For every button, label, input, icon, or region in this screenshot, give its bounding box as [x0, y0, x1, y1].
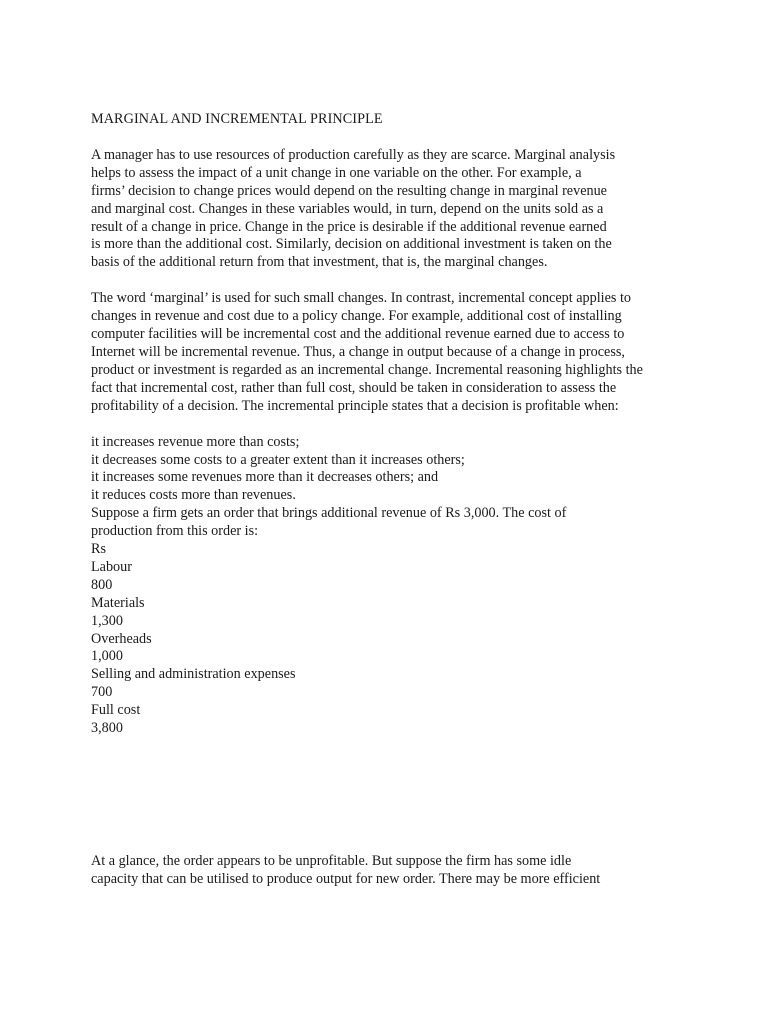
document-title: MARGINAL AND INCREMENTAL PRINCIPLE [91, 111, 383, 127]
cost-item-label: Overheads [91, 630, 152, 647]
text-line: production from this order is: [91, 523, 259, 540]
text-line: product or investment is regarded as an incremental change. Incremental reasoning highlights the [91, 361, 643, 378]
list-item: it decreases some costs to a greater extent than it increases others; [91, 451, 465, 468]
text-line: Suppose a firm gets an order that brings additional revenue of Rs 3,000. The cost of [91, 505, 567, 522]
cost-total-value: 3,800 [91, 720, 123, 737]
text-line: computer facilities will be incremental cost and the additional revenue earned due to access to [91, 326, 625, 343]
text-line: result of a change in price. Change in the price is desirable if the additional revenue earned [91, 218, 607, 235]
paragraph-incremental-concept [91, 290, 668, 415]
cost-item-value: 700 [91, 684, 113, 701]
paragraph-order-analysis [91, 853, 668, 889]
cost-item-label: Labour [91, 558, 132, 575]
text-line: profitability of a decision. The incremental principle states that a decision is profitable when: [91, 397, 619, 414]
cost-item-value: 800 [91, 576, 113, 593]
cost-total-label: Full cost [91, 702, 141, 719]
list-item: it increases revenue more than costs; [91, 433, 300, 450]
text-line: firms’ decision to change prices would depend on the resulting change in marginal revenue [91, 182, 607, 199]
text-line: Internet will be incremental revenue. Thus, a change in output because of a change in process, [91, 343, 625, 360]
list-item: it reduces costs more than revenues. [91, 487, 296, 504]
text-line: is more than the additional cost. Similarly, decision on additional investment is taken on the [91, 236, 612, 253]
text-line: capacity that can be utilised to produce output for new order. There may be more efficient [91, 870, 601, 887]
cost-table-header: Rs [91, 541, 106, 558]
cost-table [91, 541, 668, 738]
text-line: A manager has to use resources of production carefully as they are scarce. Marginal analysis [91, 146, 616, 163]
cost-item-value: 1,300 [91, 612, 123, 629]
cost-item-label: Materials [91, 594, 145, 611]
text-line: helps to assess the impact of a unit change in one variable on the other. For example, a [91, 164, 582, 181]
text-line: and marginal cost. Changes in these variables would, in turn, depend on the units sold as a [91, 200, 604, 217]
text-line: At a glance, the order appears to be unprofitable. But suppose the firm has some idle [91, 853, 572, 869]
paragraph-marginal-analysis [91, 147, 668, 272]
text-line: fact that incremental cost, rather than full cost, should be taken in consideration to assess the [91, 379, 617, 396]
cost-item-value: 1,000 [91, 648, 123, 665]
blank-space [91, 738, 668, 853]
text-line: changes in revenue and cost due to a policy change. For example, additional cost of installing [91, 308, 622, 325]
text-line: basis of the additional return from that investment, that is, the marginal changes. [91, 254, 548, 271]
conditions-list [91, 434, 668, 506]
text-line: The word ‘marginal’ is used for such small changes. In contrast, incremental concept applies to [91, 290, 632, 307]
list-item: it increases some revenues more than it decreases others; and [91, 469, 439, 486]
cost-item-label: Selling and administration expenses [91, 666, 296, 683]
example-intro [91, 505, 668, 541]
